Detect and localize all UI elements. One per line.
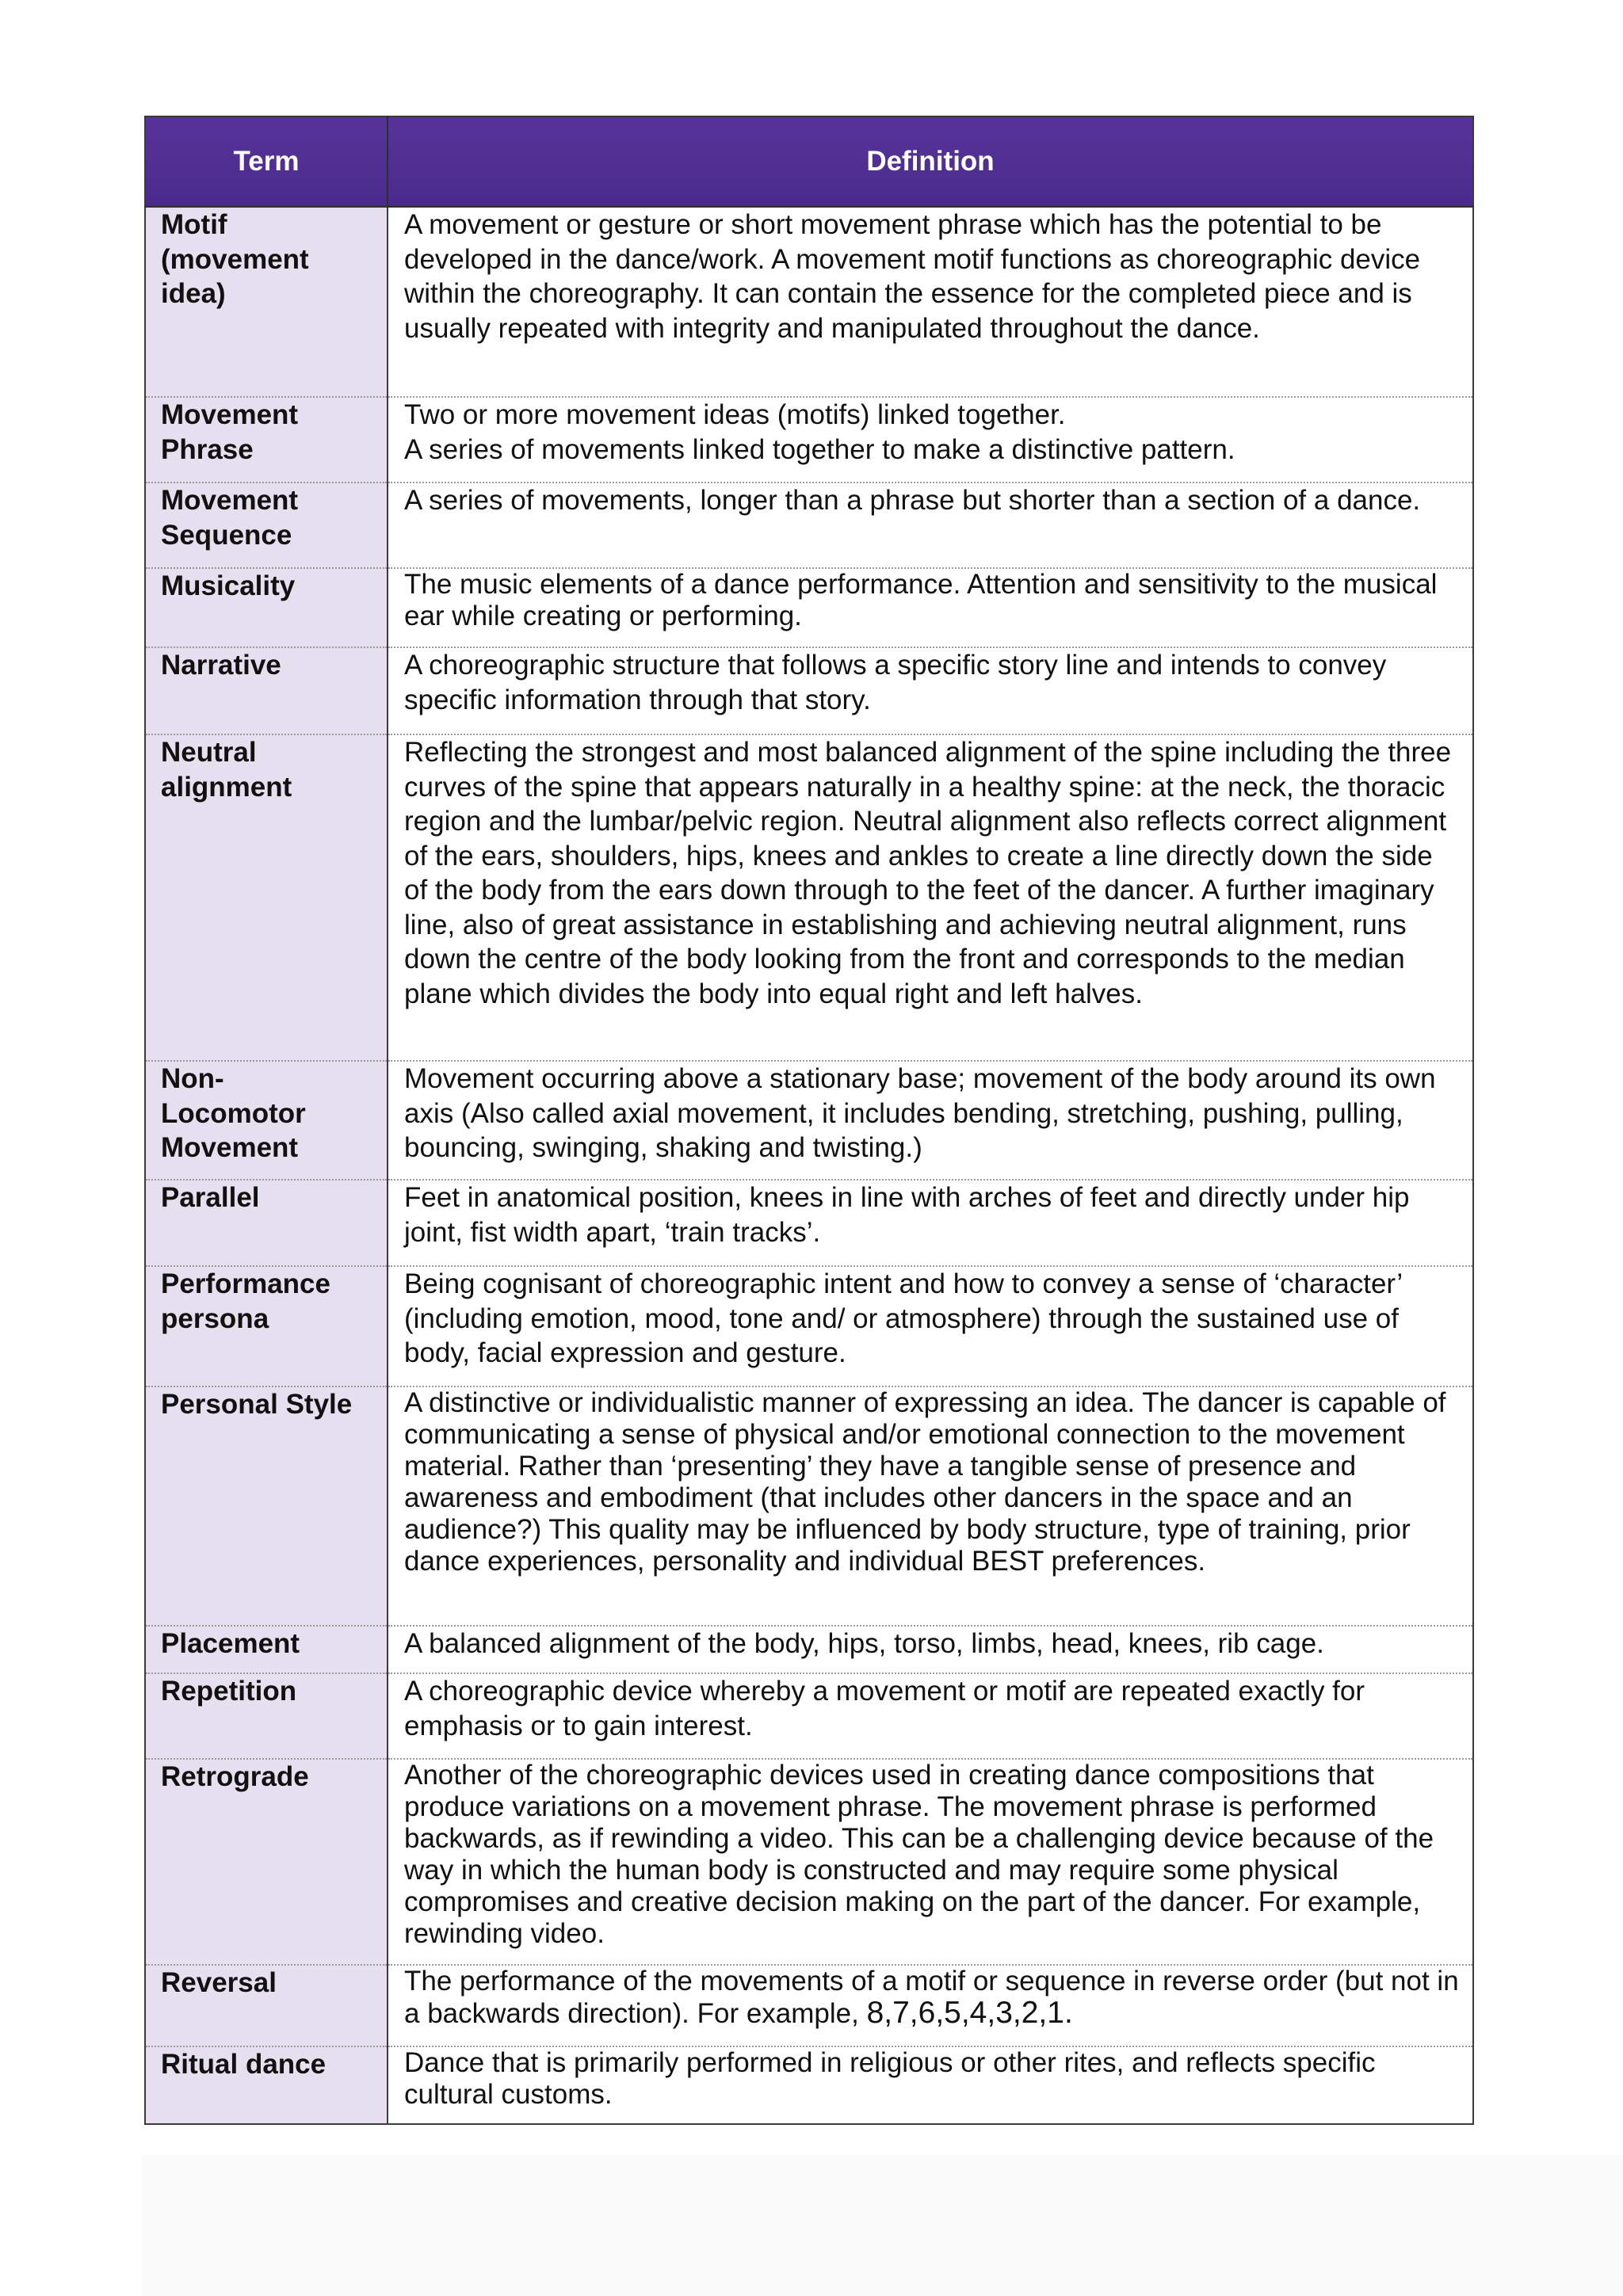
definition-cell: Being cognisant of choreographic intent and how to convey a sense of ‘character’ (including emotion, mood, tone and/ or atmosphere) through the sustained use of body, facial expression and gesture.	[388, 1266, 1473, 1386]
term-cell: Parallel	[145, 1180, 388, 1266]
definition-cell: A balanced alignment of the body, hips, torso, limbs, head, knees, rib cage.	[388, 1626, 1473, 1673]
header-row	[145, 116, 1473, 207]
table-row	[145, 1759, 1473, 1965]
glossary-table	[144, 116, 1474, 2125]
definition-text: The performance of the movements of a motif or sequence in reverse order (but not in a backwards direction). For example,	[404, 1966, 1459, 2029]
table-row	[145, 1626, 1473, 1673]
definition-cell: Reflecting the strongest and most balanced alignment of the spine including the three curves of the spine that appears naturally in a healthy spine: at the neck, the thoracic region and the lumbar/pelvic region. Neutral alignment also reflects correct alignment of the ears, shoulders, hips, knees and ankles to create a line directly down the side of the body from the ears down through to the feet of the dancer. A further imaginary line, also of great assistance in establishing and achieving neutral alignment, runs down the centre of the body looking from the front and corresponds to the median plane which divides the body into equal right and left halves.	[388, 734, 1473, 1061]
definition-cell: A movement or gesture or short movement phrase which has the potential to be developed in the dance/work. A movement motif functions as choreographic device within the choreography. It can contain the essence for the completed piece and is usually repeated with integrity and manipulated throughout the dance.	[388, 207, 1473, 397]
header-term: Term	[145, 116, 388, 207]
definition-number-sequence: 8,7,6,5,4,3,2,1.	[866, 1996, 1073, 2030]
table-row	[145, 482, 1473, 568]
page-bottom-shade	[141, 2155, 1623, 2296]
definition-cell: Two or more movement ideas (motifs) linked together. A series of movements linked together to make a distinctive pattern.	[388, 397, 1473, 482]
definition-cell: Another of the choreographic devices used in creating dance compositions that produce variations on a movement phrase. The movement phrase is performed backwards, as if rewinding a video. This can be a challenging device because of the way in which the human body is constructed and may require some physical compromises and creative decision making on the part of the dancer. For example, rewinding video.	[388, 1759, 1473, 1965]
table-row	[145, 568, 1473, 647]
definition-cell: Movement occurring above a stationary base; movement of the body around its own axis (Also called axial movement, it includes bending, stretching, pushing, pulling, bouncing, swinging, shaking and twisting.)	[388, 1061, 1473, 1180]
table-row	[145, 2046, 1473, 2124]
term-cell: Repetition	[145, 1673, 388, 1759]
definition-cell: Feet in anatomical position, knees in line with arches of feet and directly under hip joint, fist width apart, ‘train tracks’.	[388, 1180, 1473, 1266]
term-cell: Ritual dance	[145, 2046, 388, 2124]
term-cell: Personal Style	[145, 1386, 388, 1626]
term-cell: Non- Locomotor Movement	[145, 1061, 388, 1180]
table-row	[145, 734, 1473, 1061]
header-definition: Definition	[388, 116, 1473, 207]
term-cell: Narrative	[145, 647, 388, 734]
definition-cell: A choreographic device whereby a movement or motif are repeated exactly for emphasis or to gain interest.	[388, 1673, 1473, 1759]
table-row	[145, 1266, 1473, 1386]
term-cell: Reversal	[145, 1965, 388, 2046]
definition-cell: A series of movements, longer than a phrase but shorter than a section of a dance.	[388, 482, 1473, 568]
definition-cell: A distinctive or individualistic manner of expressing an idea. The dancer is capable of communicating a sense of physical and/or emotional connection to the movement material. Rather than ‘presenting’ they have a tangible sense of presence and awareness and embodiment (that includes other dancers in the space and an audience?) This quality may be influenced by body structure, type of training, prior dance experiences, personality and individual BEST preferences.	[388, 1386, 1473, 1626]
term-cell: Movement Phrase	[145, 397, 388, 482]
table-row	[145, 397, 1473, 482]
term-cell: Neutral alignment	[145, 734, 388, 1061]
table-row	[145, 647, 1473, 734]
term-cell: Motif (movement idea)	[145, 207, 388, 397]
table-row	[145, 207, 1473, 397]
definition-cell	[388, 1965, 1473, 2046]
table-row	[145, 1180, 1473, 1266]
term-cell: Movement Sequence	[145, 482, 388, 568]
term-cell: Placement	[145, 1626, 388, 1673]
term-cell: Musicality	[145, 568, 388, 647]
table-row	[145, 1061, 1473, 1180]
table-row	[145, 1965, 1473, 2046]
table-header	[145, 116, 1473, 207]
definition-cell: The music elements of a dance performance. Attention and sensitivity to the musical ear while creating or performing.	[388, 568, 1473, 647]
table-row	[145, 1673, 1473, 1759]
definition-cell: A choreographic structure that follows a specific story line and intends to convey specific information through that story.	[388, 647, 1473, 734]
term-cell: Performance persona	[145, 1266, 388, 1386]
term-cell: Retrograde	[145, 1759, 388, 1965]
definition-cell: Dance that is primarily performed in religious or other rites, and reflects specific cultural customs.	[404, 2047, 1376, 2110]
table-row	[145, 1386, 1473, 1626]
